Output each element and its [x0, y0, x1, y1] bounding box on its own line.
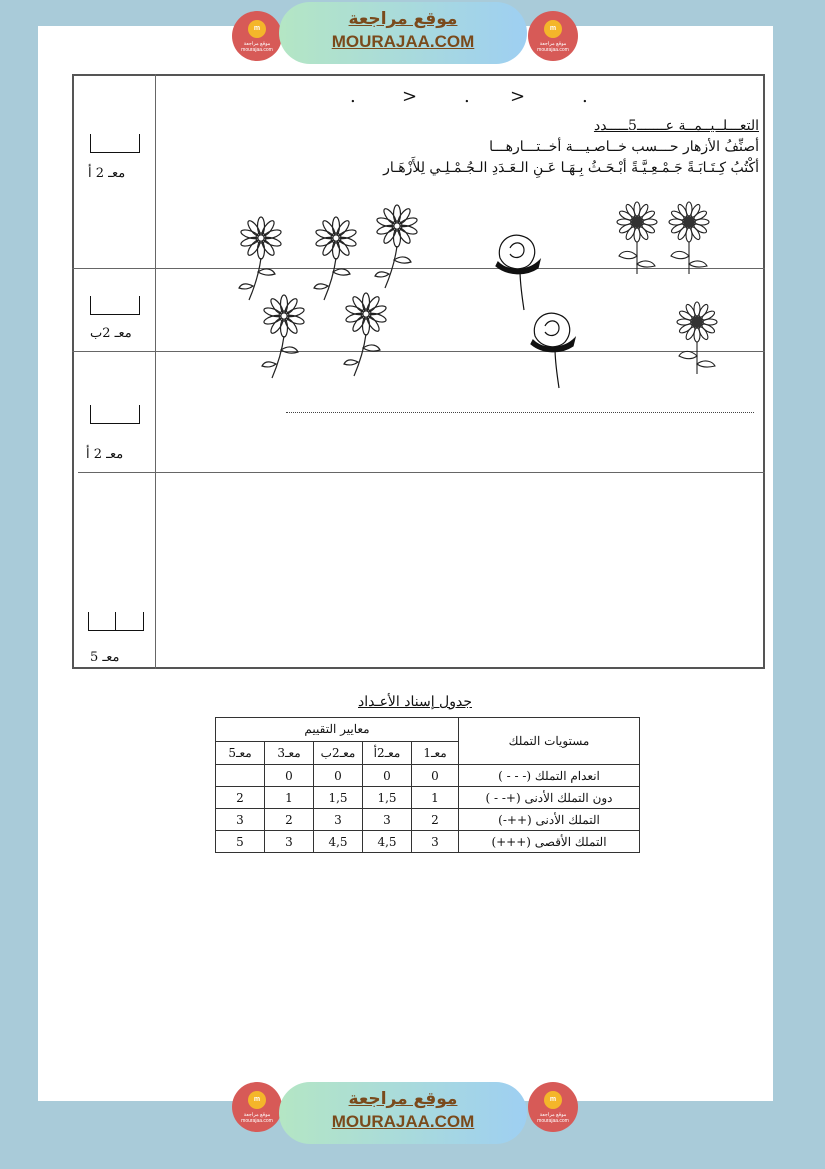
score-cell: 0 — [265, 765, 314, 787]
symbol: > — [510, 86, 526, 107]
score-cell: 2 — [216, 787, 265, 809]
table-row — [216, 765, 640, 787]
level-cell: التملك الأدنى (++-) — [459, 809, 640, 831]
site-logo-icon: m موقع مراجعة mourajaa.com — [232, 11, 282, 61]
table-row — [216, 787, 640, 809]
site-banner-bottom[interactable] — [279, 1082, 527, 1144]
site-logo-icon: m موقع مراجعة mourajaa.com — [232, 1082, 282, 1132]
table-header-levels: مستويات التملك — [459, 718, 640, 765]
score-cell: 0 — [314, 765, 363, 787]
score-cell: 1 — [265, 787, 314, 809]
score-cell: 4,5 — [363, 831, 412, 853]
table-row — [216, 831, 640, 853]
column-header: معـ2أ — [363, 741, 412, 765]
table-header-row — [216, 718, 640, 742]
score-cell: 3 — [314, 809, 363, 831]
table-row — [216, 809, 640, 831]
score-cell: 1,5 — [314, 787, 363, 809]
criterion-label: معـ 2 أ — [88, 166, 126, 181]
column-header: معـ5 — [216, 741, 265, 765]
instruction-title: التعـــلــيــمــة عـــــــ5ـــــدد — [593, 118, 759, 134]
column-header: معـ3 — [265, 741, 314, 765]
column-header: معـ2ب — [314, 741, 363, 765]
score-cell: 4,5 — [314, 831, 363, 853]
table-title: جدول إسناد الأعـداد — [358, 694, 472, 710]
site-name-arabic[interactable]: موقع مراجعة — [348, 9, 458, 29]
score-cell: 1,5 — [363, 787, 412, 809]
score-cell: 0 — [363, 765, 412, 787]
site-name-arabic[interactable]: موقع مراجعة — [348, 1089, 458, 1109]
table-header-criteria: معايير التقييم — [216, 718, 459, 742]
score-cell: 3 — [363, 809, 412, 831]
column-header: معـ1 — [412, 741, 459, 765]
level-cell: التملك الأقصى (+++) — [459, 831, 640, 853]
score-cell: 2 — [265, 809, 314, 831]
answer-line[interactable] — [286, 412, 754, 413]
section-divider — [78, 472, 765, 473]
score-cell — [216, 765, 265, 787]
score-box-double — [88, 612, 144, 631]
score-cell: 3 — [216, 809, 265, 831]
instruction-classify: أصنِّفُ الأزهار حـــسب خــاصـيـــة أخــتـــارهـــا — [489, 139, 759, 155]
symbol: . — [464, 86, 470, 107]
level-cell: دون التملك الأدنى (+- - ) — [459, 787, 640, 809]
symbol: . — [350, 86, 356, 107]
score-cell: 0 — [412, 765, 459, 787]
criterion-label: معـ 2 أ — [86, 447, 124, 462]
criterion-label: معـ 2ب — [90, 326, 132, 341]
flowers-illustration — [0, 0, 825, 420]
instruction-write: أكْتُبُ كِـتَـابَـةً جَـمْـعِـيَّـةً أبْـحَـثُ بِـهَـا عَـنِ الـعَـدَدِ الـجُـمْـلِـي لِلأَزْهَـار — [383, 160, 759, 176]
symbol: . — [582, 86, 588, 107]
criterion-label: معـ 5 — [90, 650, 120, 665]
site-logo-icon: m موقع مراجعة mourajaa.com — [528, 1082, 578, 1132]
site-name-latin[interactable]: MOURAJAA.COM — [331, 32, 475, 51]
score-cell: 3 — [412, 831, 459, 853]
score-cell: 1 — [412, 787, 459, 809]
symbol: > — [402, 86, 418, 107]
score-cell: 5 — [216, 831, 265, 853]
assessment-table — [215, 717, 640, 853]
site-name-latin[interactable]: MOURAJAA.COM — [331, 1112, 475, 1131]
site-logo-icon: m موقع مراجعة mourajaa.com — [528, 11, 578, 61]
score-cell: 2 — [412, 809, 459, 831]
score-cell: 3 — [265, 831, 314, 853]
level-cell: انعدام التملك (- - - ) — [459, 765, 640, 787]
